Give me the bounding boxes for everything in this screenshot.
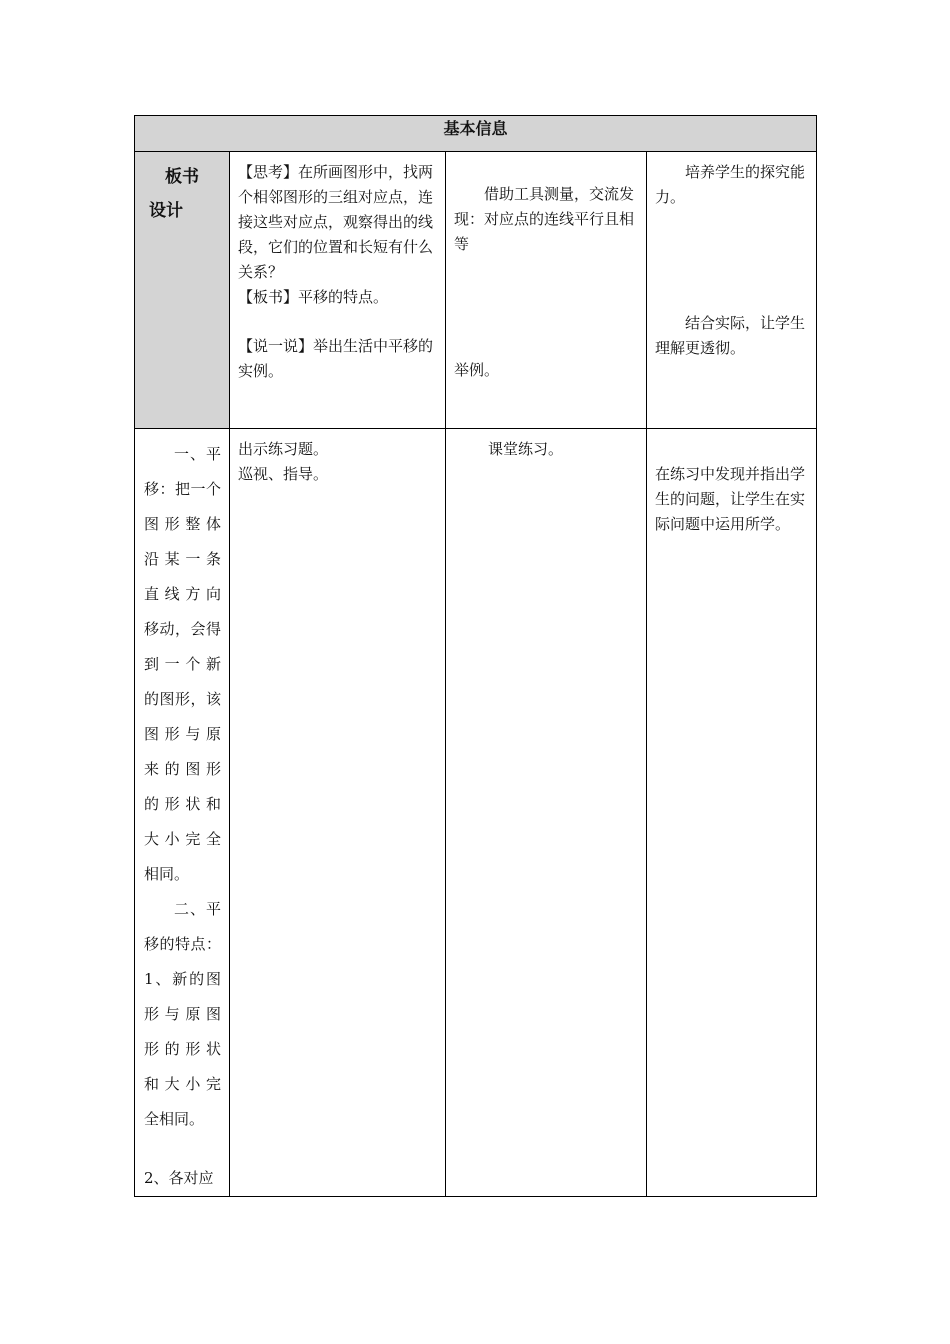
side-note-line: 相同。: [144, 865, 190, 883]
side-note-line: 沿某一条: [144, 550, 221, 568]
practice-intent-paragraph: 在练习中发现并指出学生的问题，让学生在实际问题中运用所学。: [655, 465, 806, 533]
class-practice-paragraph: 课堂练习。: [488, 440, 564, 458]
row-label-cell: [135, 152, 230, 429]
intent-cell: [647, 152, 817, 429]
table-row-board-design: [135, 152, 817, 429]
table-header: 基本信息: [135, 116, 817, 152]
side-note-line: 到一个新: [144, 655, 221, 673]
side-note-line: 图形与原: [144, 725, 221, 743]
student-activity-cell: [446, 152, 647, 429]
translation-notes: [135, 429, 229, 1196]
practice-student-cell: [446, 429, 647, 1197]
board-paragraph: 【板书】平移的特点。: [238, 288, 389, 306]
table-row-translation: [135, 429, 817, 1197]
exercise-paragraph: 出示练习题。: [238, 440, 329, 458]
side-note-line: 的图形，该: [144, 690, 221, 708]
side-note-line: 2、各对应: [144, 1169, 214, 1187]
side-note-line: 的形状和: [144, 795, 221, 813]
side-note-line: 1、新的图: [144, 970, 221, 988]
row-label-line2: 设计: [149, 201, 183, 221]
side-note-line: 形的形状: [144, 1040, 221, 1058]
row-label-line1: 板书: [165, 167, 199, 187]
side-note-line: 移：把一个: [144, 480, 221, 498]
say-paragraph: 【说一说】举出生活中平移的实例。: [238, 337, 434, 380]
row-label: [135, 152, 229, 228]
side-note-line: 大小完全: [144, 830, 221, 848]
side-note-line: 全相同。: [144, 1110, 205, 1128]
teacher-activity-cell: [230, 152, 446, 429]
side-note-line: 来的图形: [144, 760, 221, 778]
side-note-line: 形与原图: [144, 1005, 221, 1023]
side-note-line: 一、平: [174, 445, 221, 463]
measure-paragraph: 借助工具测量，交流发现：对应点的连线平行且相等: [454, 185, 635, 253]
side-note-line: 二、平: [174, 900, 221, 918]
practice-teacher-cell: [230, 429, 446, 1197]
think-paragraph: 【思考】在所画图形中，找两个相邻图形的三组对应点，连接这些对应点，观察得出的线段，它们的位置和长短有什么关系？: [238, 163, 434, 281]
explore-paragraph: 培养学生的探究能力。: [655, 163, 806, 206]
example-paragraph: 举例。: [454, 361, 500, 379]
notes-cell: [135, 429, 230, 1197]
side-note-line: 图形整体: [144, 515, 221, 533]
guide-paragraph: 巡视、指导。: [238, 465, 329, 483]
side-note-line: 移的特点：: [144, 935, 221, 953]
real-life-paragraph: 结合实际，让学生理解更透彻。: [655, 314, 806, 357]
side-note-line: 移动，会得: [144, 620, 221, 638]
lesson-plan-table: [134, 115, 817, 1197]
side-note-line: 和大小完: [144, 1075, 221, 1093]
side-note-line: 直线方向: [144, 585, 221, 603]
practice-intent-cell: [647, 429, 817, 1197]
